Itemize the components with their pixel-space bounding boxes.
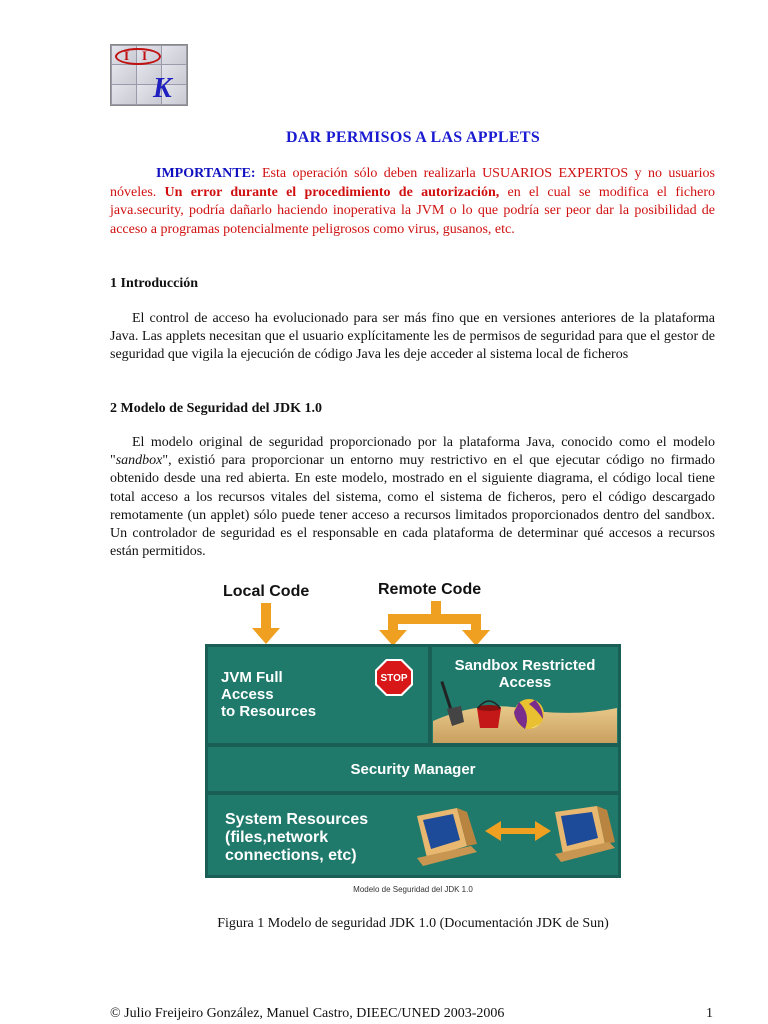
jvm-line-3: to Resources [221, 703, 317, 720]
security-manager-label: Security Manager [350, 761, 476, 778]
page-number: 1 [706, 1006, 713, 1021]
section-1-heading: 1 Introducción [110, 276, 199, 291]
bucket-icon [477, 701, 501, 728]
footer-copyright: © Julio Freijeiro González, Manuel Castro, DIEEC/UNED 2003-2006 [110, 1006, 505, 1021]
sys-line-3: connections, etc) [225, 847, 357, 864]
sys-line-2: (files,network [225, 829, 329, 846]
sys-line-1: System Resources [225, 811, 369, 828]
warning-bold: Un error durante el procedimiento de autorización, [164, 184, 500, 200]
section-2-text-before: El modelo original de seguridad proporcionado por la plataforma Java, conocido como el modelo " [110, 435, 715, 469]
logo: I I K [110, 44, 188, 106]
warning-lead: IMPORTANTE: [156, 166, 256, 181]
local-code-label: Local Code [223, 583, 310, 600]
sandbox-line-2: Access [498, 674, 552, 691]
remote-code-label: Remote Code [378, 581, 482, 598]
beach-ball-icon [514, 699, 544, 729]
jvm-line-1: JVM Full [221, 669, 283, 686]
security-model-diagram [205, 576, 621, 878]
section-1-paragraph [110, 310, 715, 365]
sandbox-line-1: Sandbox Restricted [454, 657, 596, 674]
stop-sign-icon [375, 659, 413, 696]
jvm-line-2: Access [221, 686, 274, 703]
page-title: DAR PERMISOS A LAS APPLETS [285, 129, 541, 146]
stop-label: STOP [380, 673, 408, 684]
section-2-heading: 2 Modelo de Seguridad del JDK 1.0 [110, 401, 322, 416]
figure-caption: Figura 1 Modelo de seguridad JDK 1.0 (Documentación JDK de Sun) [217, 916, 609, 931]
warning-text-2: en el cual se modifica el fichero java.security, podría dañarlo haciendo inoperativa la JVM o lo que podría ser peor dar la posibilidad de acceso a programas potencialmente peligrosos como virus, gusanos, etc. [110, 184, 715, 237]
section-1-text: El control de acceso ha evolucionado para ser más fino que en versiones anteriores de la plataforma Java. Las applets necesitan que el usuario explícitamente les de permisos de seguridad para que el gestor de seguridad que vigila la ejecución de código Java les deje acceder al sistema local de ficheros [110, 311, 715, 363]
section-2-italic: sandbox [115, 453, 163, 469]
warning-text-1: Esta operación sólo deben realizarla USUARIOS EXPERTOS y no usuarios nóveles. [110, 166, 715, 200]
warning-paragraph [110, 165, 715, 239]
section-2-text-after: ", existió para proporcionar un entorno muy restrictivo en el que ejecutar código no firmado obtenido desde una red abierta. En este modelo, mostrado en el siguiente diagrama, el código local tiene total acceso a los recursos vitales del sistema, como el sistema de ficheros, pero el código descargado remotamente (un applet) sólo puede tener acceso a recursos limitados proporcionados dentro del sandbox. Un controlador de seguridad es el responsable en cada plataforma de determinar qué accesos a recursos están permitidos. [110, 453, 715, 560]
section-2-paragraph [110, 434, 715, 561]
figure-inner-caption: Modelo de Seguridad del JDK 1.0 [353, 885, 473, 894]
